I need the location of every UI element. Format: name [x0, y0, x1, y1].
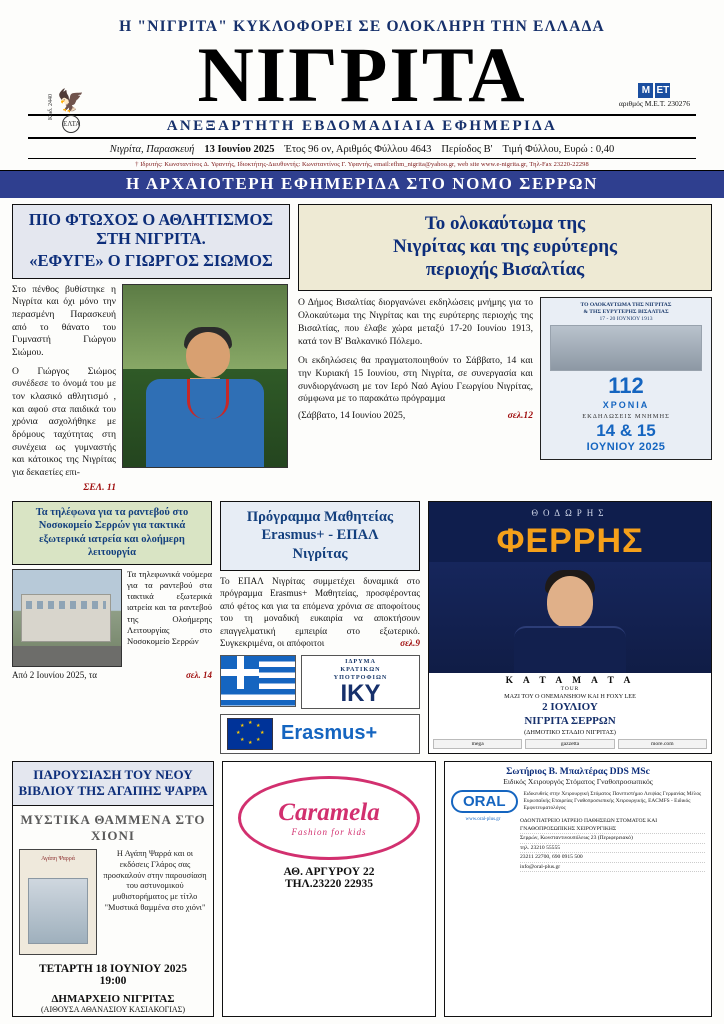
concert-date: 2 ΙΟΥΛΙΟΥ	[542, 701, 598, 714]
concert-details	[429, 673, 711, 752]
lead-continued-link[interactable]: ΣΕΛ. 11	[83, 481, 116, 493]
hospital-article[interactable]	[12, 501, 212, 753]
eu-flag-icon	[227, 718, 273, 750]
lead-paragraph-1: Στο πένθος βυθίστηκε η Νιγρίτα και όχι μόνο την περασμένη Παρασκευή από το θάνατο του Γυμναστή Γιώργου Σιώμου.	[12, 283, 116, 359]
book-cover-image	[19, 849, 97, 955]
sponsor-logo-gazzetta: gazzetta	[525, 739, 614, 749]
hospital-footer	[12, 670, 212, 680]
dentist-website[interactable]: www.oral-plus.gr	[465, 816, 501, 822]
holocaust-poster	[540, 297, 712, 459]
erasmus-eu-row	[220, 714, 420, 754]
dentist-footer-label: ΟΔΟΝΤΙΑΤΡΕΙΟ ΙΑΤΡΕΙΟ ΠΑΘΗΣΕΩΝ ΣΤΟΜΑΤΟΣ ΚΑΙ ΓΝΑΘΟΠΡΟΣΩΠΙΚΗΣ ΧΕΙΡΟΥΡΓΙΚΗΣ	[520, 817, 705, 835]
erasmus-wordmark: Erasmus+	[281, 722, 378, 745]
hospital-road	[13, 646, 121, 666]
hospital-photo	[12, 569, 122, 667]
erasmus-headline-box	[220, 501, 420, 570]
erasmus-logos	[220, 655, 420, 708]
poster-event-month: ΙΟΥΝΙΟΥ 2025	[586, 440, 666, 453]
artist-surname: ΦΕΡΡΗΣ	[496, 522, 644, 561]
holocaust-headline-1: Το ολοκαύτωμα της	[424, 213, 586, 235]
erasmus-headline-3: Νιγρίτας	[292, 545, 348, 562]
issue-date: 13 Ιουνίου 2025	[204, 144, 275, 156]
hospital-continued-link[interactable]: σελ. 14	[185, 669, 212, 680]
lead-photo	[122, 284, 288, 468]
erasmus-body-text: Το ΕΠΑΛ Νιγρίτας συμμετέχει δυναμικά στο πρόγραμμα Erasmus+ Μαθητείας, προσφέροντας από φέτος και για τα επόμενα χρόνια σε αποφοίτους του τη μοναδική ευκαιρία να αποκτήσουν επαγγελματική εμπειρία στο εξωτερικό. Συγκεκριμένα, οι απόφοιτοι	[220, 576, 420, 649]
caramela-slogan: Fashion for kids	[291, 826, 367, 837]
poster-historic-dates: 17 - 20 ΙΟΥΝΙΟΥ 1913	[599, 316, 653, 323]
concert-advertisement[interactable]	[428, 501, 712, 753]
erasmus-headline-1: Πρόγραμμα Μαθητείας	[246, 509, 394, 526]
postal-code-text: Κωδ. 2440	[47, 94, 54, 120]
poster-years-number: 112	[608, 373, 644, 399]
book-event-place	[13, 987, 213, 1016]
holocaust-text-column	[298, 297, 533, 459]
met-number: αριθμός Μ.Ε.Τ. 230276	[618, 99, 690, 109]
met-letter-1: Μ	[638, 83, 653, 98]
holocaust-headline-2: Νιγρίτας και της ευρύτερης	[392, 235, 618, 257]
book-place-room: (ΑΙΘΟΥΣΑ ΑΘΑΝΑΣΙΟΥ ΚΑΣΙΑΚΟΓΙΑΣ)	[41, 1004, 185, 1014]
caramela-address: ΑΘ. ΑΡΓΥΡΟΥ 22	[283, 865, 375, 878]
oldest-newspaper-banner: Η ΑΡΧΑΙΟΤΕΡΗ ΕΦΗΜΕΡΙΔΑ ΣΤΟ ΝΟΜΟ ΣΕΡΡΩΝ	[0, 170, 724, 198]
dentist-contact-4: info@oral-plus.gr	[520, 863, 705, 872]
hospital-building	[21, 594, 111, 642]
tour-word: TOUR	[560, 686, 580, 693]
poster-events-label: ΕΚΔΗΛΩΣΕΙΣ ΜΝΗΜΗΣ	[582, 412, 670, 420]
iky-line-3: ΥΠΟΤΡΟΦΙΩΝ	[333, 673, 388, 681]
hospital-text: Τα τηλεφωνικά νούμερα για τα ραντεβού στα τακτικά εξωτερικά ιατρεία και τα ραντεβού της Ολοήμερης Λειτουργίας στο Νοσοκομείο Σερρών	[127, 568, 212, 646]
holocaust-body	[298, 297, 712, 459]
poster-title-1: ΤΟ ΟΛΟΚΑΥΤΩΜΑ ΤΗΣ ΝΙΓΡΙΤΑΣ	[580, 302, 672, 309]
greek-flag-icon	[220, 655, 296, 707]
book-subtitle: ΜΥΣΤΙΚΑ ΘΑΜΜΕΝΑ ΣΤΟ ΧΙΟΝΙ	[20, 812, 206, 844]
erasmus-continued-link[interactable]: σελ.9	[400, 638, 420, 649]
sponsor-logo-mega: mega	[433, 739, 522, 749]
lead-article[interactable]	[12, 204, 290, 494]
dentist-footer	[451, 817, 705, 872]
holocaust-article[interactable]	[298, 204, 712, 494]
issue-place-day: Νιγρίτα, Παρασκευή	[109, 144, 195, 156]
top-tagline: Η "ΝΙΓΡΙΤΑ" ΚΥΚΛΟΦΟΡΕΙ ΣΕ ΟΛΟΚΛΗΡΗ ΤΗΝ ΕΛΛΑΔΑ	[119, 18, 605, 35]
lead-body	[12, 284, 290, 495]
book-event-date: ΤΕΤΑΡΤΗ 18 ΙΟΥΝΙΟΥ 2025	[38, 962, 188, 975]
book-headline: ΠΑΡΟΥΣΙΑΣΗ ΤΟΥ ΝΕΟΥ ΒΙΒΛΙΟΥ ΤΗΣ ΑΓΑΠΗΣ ΨΑΡΡΑ	[13, 762, 213, 807]
concert-sponsor-logos	[433, 739, 707, 749]
artist-head	[547, 576, 593, 628]
flag-cross-horizontal	[221, 669, 259, 676]
lead-headline-1: ΠΙΟ ΦΤΩΧΟΣ Ο ΑΘΛΗΤΙΣΜΟΣ ΣΤΗ ΝΙΓΡΙΤΑ.	[28, 210, 274, 249]
concert-city: ΝΙΓΡΙΤΑ ΣΕΡΡΩΝ	[524, 715, 616, 728]
concert-venue: (ΔΗΜΟΤΙΚΟ ΣΤΑΔΙΟ ΝΙΓΡΙΤΑΣ)	[524, 728, 616, 736]
bottom-row	[12, 761, 712, 1017]
book-place-name: ΔΗΜΑΡΧΕΙΟ ΝΙΓΡΙΤΑΣ	[51, 992, 175, 1005]
book-cover-art	[28, 878, 88, 944]
elta-logo: ΕΛΤΑ	[62, 115, 80, 133]
met-letter-2: ΕΤ	[656, 85, 670, 97]
iky-line-1: ΙΔΡΥΜΑ	[345, 658, 376, 666]
content-area	[0, 198, 724, 1027]
issue-number: Έτος 96 ον, Αριθμός Φύλλου 4643	[284, 144, 432, 156]
issue-info	[28, 139, 696, 158]
iky-line-2: ΚΡΑΤΙΚΩΝ	[340, 666, 381, 674]
hospital-headline: Τα τηλέφωνα για τα ραντεβού στο Νοσοκομείο Σερρών για τακτικά εξωτερικά ιατρεία και ολοήμερη λειτουργία	[12, 501, 212, 565]
caramela-phone: ΤΗΛ.23220 22935	[284, 877, 374, 890]
issue-price: Τιμή Φύλλου, Ευρώ : 0,40	[502, 144, 615, 156]
hospital-footer-date: Από 2 Ιουνίου 2025, τα	[12, 669, 98, 680]
lead-text-column	[12, 284, 116, 495]
holocaust-continued-link[interactable]: σελ.12	[507, 410, 533, 422]
artist-first-name: ΘΟΔΩΡΗΣ	[531, 508, 609, 519]
newspaper-subtitle: ΑΝΕΞΑΡΤΗΤΗ ΕΒΔΟΜΑΔΙΑΙΑ ΕΦΗΜΕΡΙΔΑ	[28, 114, 696, 139]
poster-years-word: ΧΡΟΝΙΑ	[602, 399, 650, 410]
dentist-specialty: Ειδικός Χειρουργός Στόματος Γναθοπροσωπικός	[503, 776, 653, 786]
eagle-icon: 🦅	[57, 88, 85, 113]
book-cover-author: Αγάπη Ψαρρά	[41, 855, 75, 862]
dentist-name: Σωτήριος Β. Μπαλτέρας DDS MSc	[506, 765, 650, 777]
dentist-description: Ειδικευθείς στην Χειρουργική Στόματος Πανεπιστήμιο Λειψίας Γερμανίας Μέλος Ευρωπαϊκής Εταιρείας Γναθοπροσωπικής Χειρουργικής, EACMFS - Ειδικός Εμφυτευματολόγος	[523, 790, 702, 811]
top-row	[12, 204, 712, 494]
book-event-time: 19:00	[99, 974, 127, 987]
book-presentation-ad[interactable]	[12, 761, 214, 1017]
lead-headline-box	[12, 204, 290, 279]
postal-code-mark	[48, 90, 94, 133]
middle-row	[12, 501, 712, 753]
dentist-contacts	[520, 817, 705, 872]
poster-historic-photo	[550, 325, 702, 371]
holocaust-headline-box	[298, 204, 712, 291]
staff-info: † Ιδρυτής: Κωνσταντίνος Δ. Υφαντής, Ιδιοκτήτης-Διευθυντής: Κωνσταντίνος Γ. Υφαντής, email:efhm_nigrita@yahoo.gr, web site www.e-nigrita.gr, Τηλ-Fax 23220-22298	[28, 158, 696, 170]
holocaust-headline-3: περιοχής Βισαλτίας	[425, 258, 585, 280]
dentist-contact-2: τηλ. 23210 55555	[520, 844, 705, 853]
eu-stars: ★ ★ ★ ★ ★ ★ ★ ★	[236, 720, 265, 746]
oral-plus-row	[451, 790, 705, 813]
issue-period: Περίοδος Β'	[441, 144, 493, 156]
lead-paragraph-2: Ο Γιώργος Σιώμος συνέδεσε το όνομά του με τον κλασικό αθλητισμό , και αφού στα παιδικά του χρόνια ασχολήθηκε με δρόμους ταχύτητας στη συνέχεια ως γυμναστής και κάτοικος της Νιγρίτας για δεκαετίες επι-	[12, 365, 116, 479]
sponsor-logo-morecom: more.com	[618, 739, 707, 749]
erasmus-article[interactable]	[220, 501, 420, 753]
holocaust-paragraph-2: Οι εκδηλώσεις θα πραγματοποιηθούν το Σάββατο, 14 και την Κυριακή 15 Ιουνίου, στη Νιγρίτα, σε συνεργασία και συνδιοργάνωση με τον Ιερό Ναό Αγίου Γεωργίου Νιγρίτας, σύμφωνα με το παρακάτω πρόγραμμα	[298, 354, 533, 405]
masthead	[0, 0, 724, 170]
book-body	[13, 849, 213, 955]
lead-headline-2: «ΕΦΥΓΕ» Ο ΓΙΩΡΓΟΣ ΣΙΩΜΟΣ	[29, 251, 273, 271]
poster-title-2: & ΤΗΣ ΕΥΡΥΤΕΡΗΣ ΒΙΣΑΛΤΙΑΣ	[583, 309, 669, 316]
tour-title: Κ Α Τ Α Μ Α Τ Α	[505, 676, 635, 687]
book-description: Η Αγάπη Ψαρρά και οι εκδόσεις Γλάρος σας προσκαλούν στην παρουσίαση του αστυνομικού μυθιστορήματος με τίτλο "Μυστικά θαμμένα στο χιόνι"	[103, 848, 207, 913]
dentist-contact-3: 23211 22700, 690 0915 500	[520, 853, 705, 862]
holocaust-paragraph-1: Ο Δήμος Βισαλτίας διοργανώνει εκδηλώσεις μνήμης για το Ολοκαύτωμα της Νιγρίτας και της ευρύτερης περιοχής της Βισαλτίας, που έλαβε χώρα μεταξύ 17-20 Ιουνίου 1913, κατά τον Β' Βαλκανικό Πόλεμο.	[298, 297, 533, 348]
iky-acronym: IKY	[340, 679, 381, 707]
caramela-logo	[238, 776, 420, 860]
photo-subject-head	[186, 332, 230, 378]
hospital-body	[12, 569, 212, 667]
photo-subject-lanyard	[187, 379, 229, 419]
dentist-ad[interactable]	[444, 761, 712, 1017]
newspaper-title: ΝΙΓΡΙΤΑ	[197, 31, 527, 118]
erasmus-text	[220, 576, 420, 651]
met-badge	[619, 83, 690, 108]
dentist-contact-1: Σερρών, Κωνσταντινουπόλεως 23 (Περιφερειακό)	[520, 834, 705, 843]
erasmus-headline-2: Erasmus+ - ΕΠΑΛ	[261, 527, 379, 544]
caramela-ad[interactable]	[222, 761, 436, 1017]
concert-guests: ΜΑΖΙ ΤΟΥ Ο ONEMANSHOW ΚΑΙ Η FOXY LEE	[504, 693, 636, 701]
caramela-name: Caramela	[278, 798, 380, 826]
iky-logo	[301, 655, 420, 708]
oral-plus-logo: ORAL	[451, 790, 518, 813]
poster-event-dates: 14 & 15	[596, 420, 656, 440]
holocaust-footer-date: (Σάββατο, 14 Ιουνίου 2025,	[298, 410, 406, 422]
